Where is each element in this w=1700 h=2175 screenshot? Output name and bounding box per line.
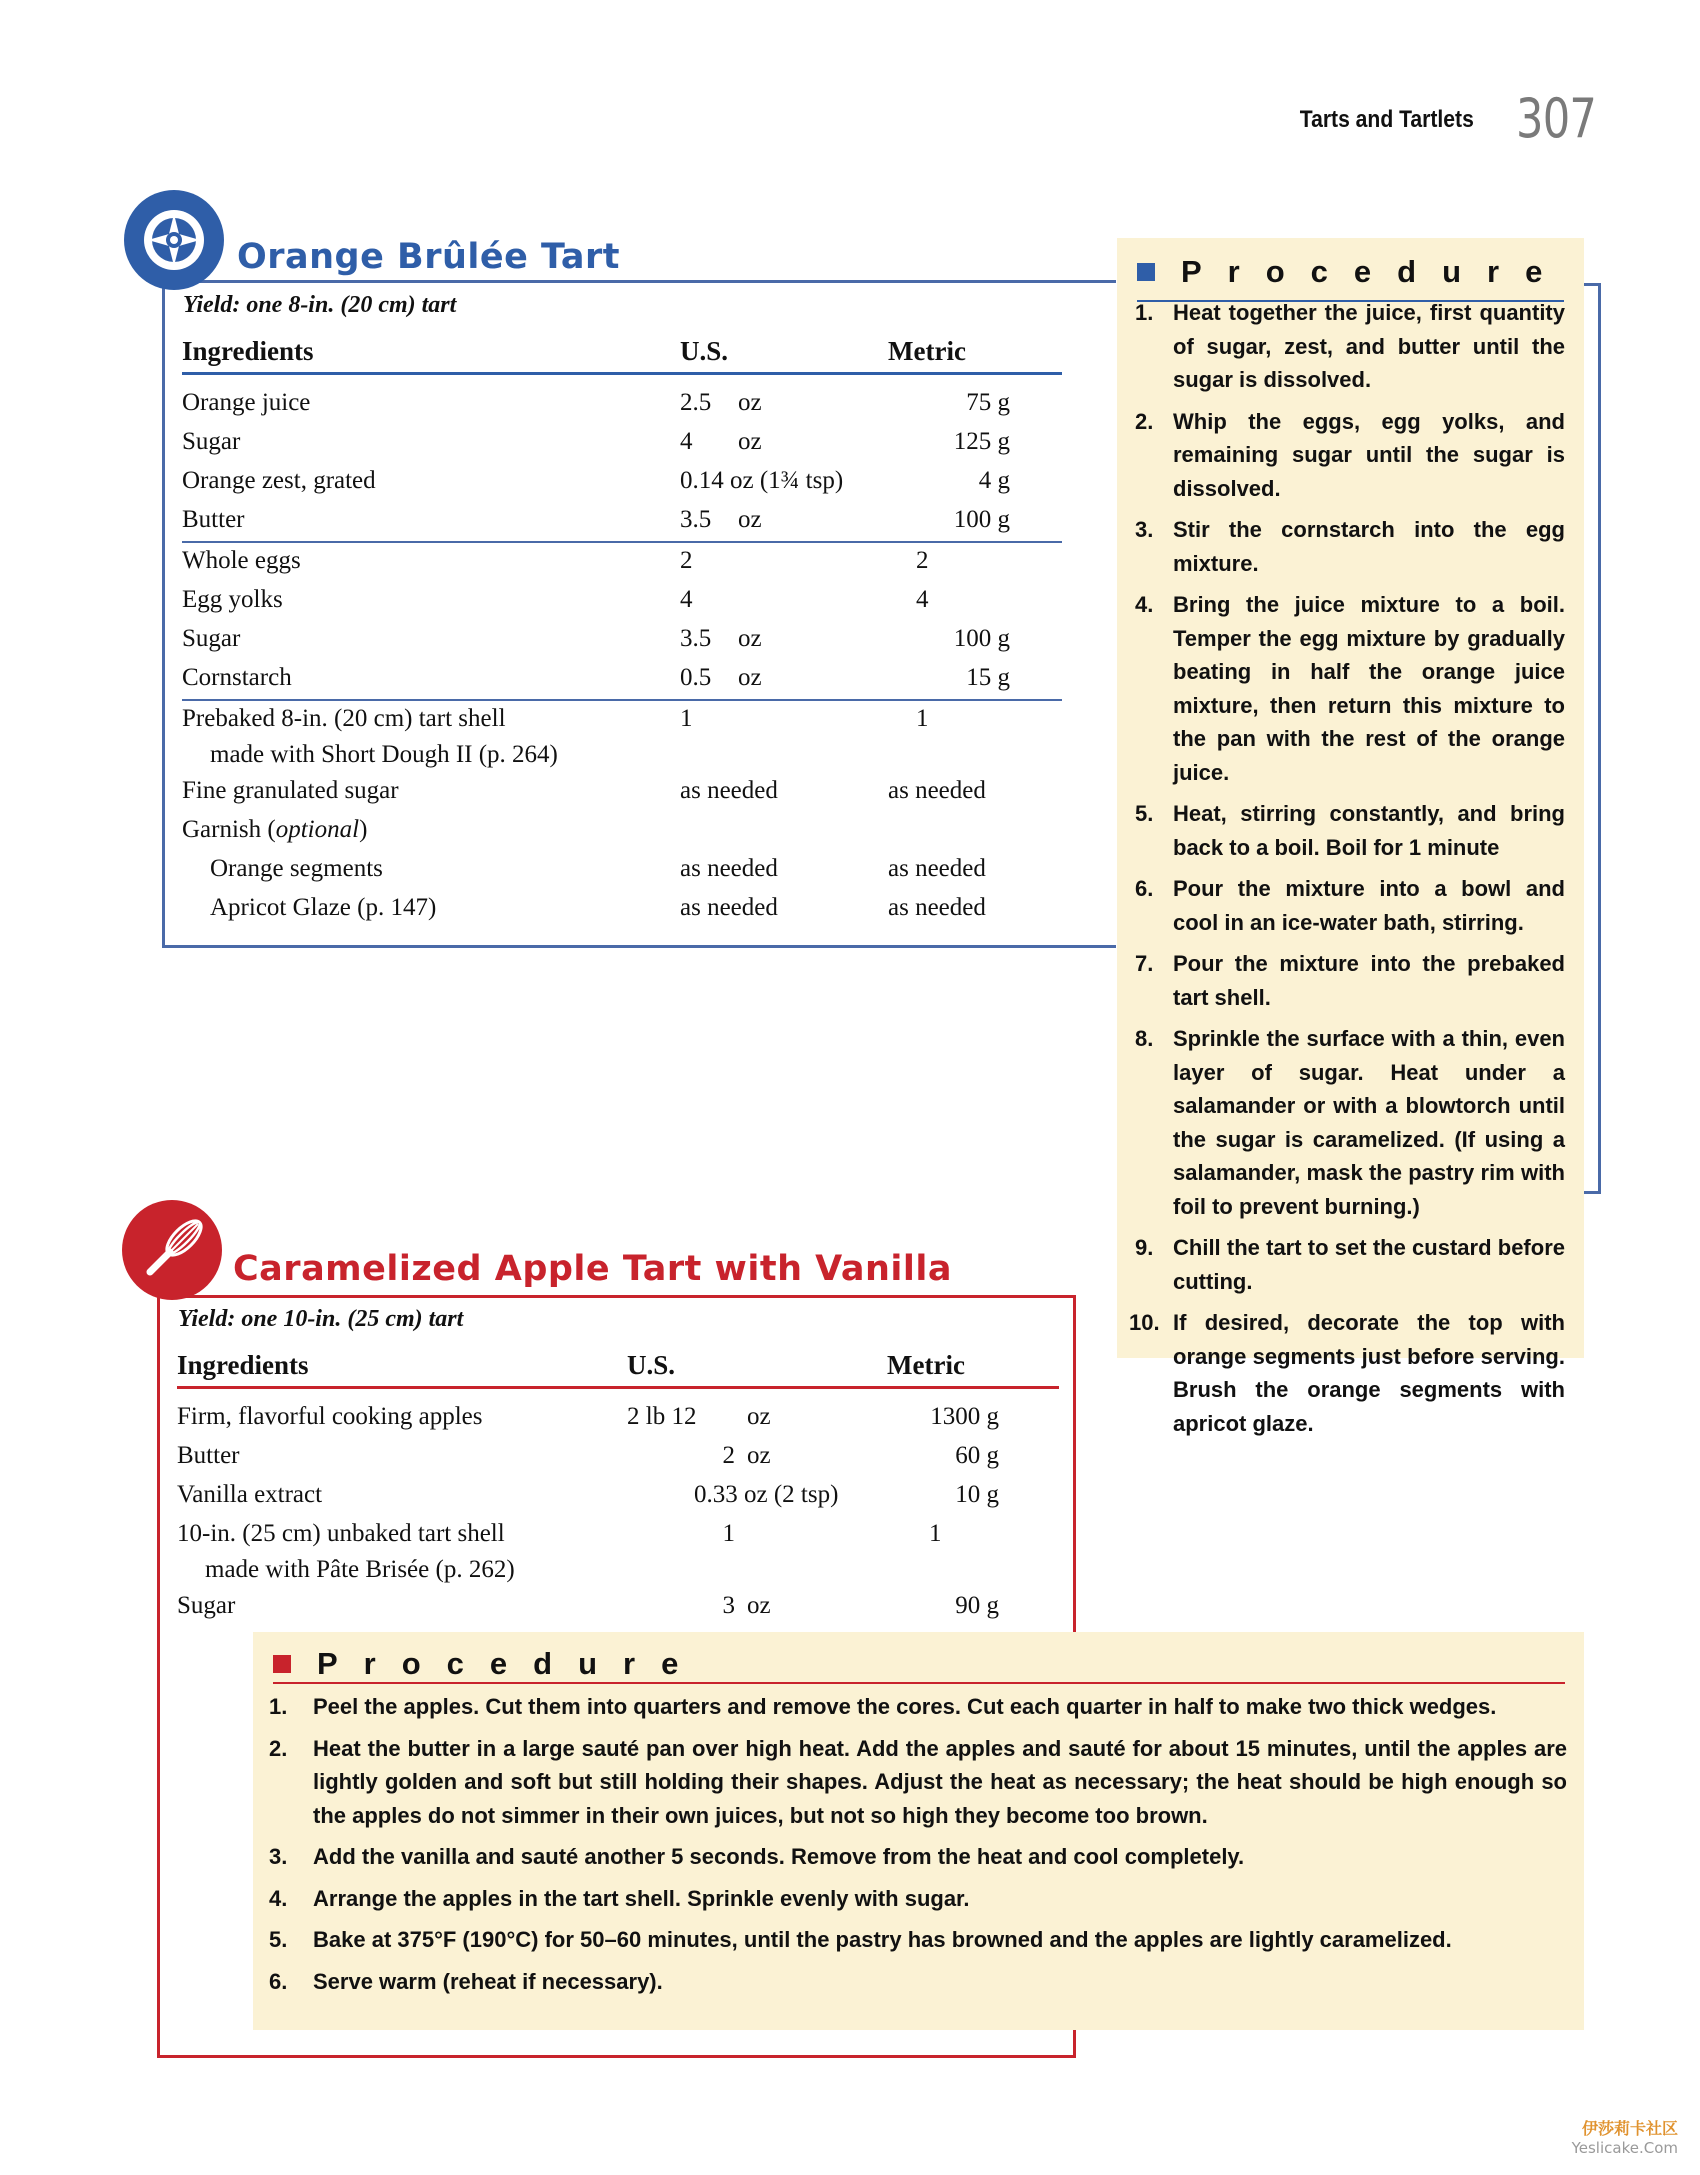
- recipe1-procedure-panel: [1117, 238, 1584, 1436]
- list-item: 7. Pour the mixture into the prebaked tart shell.: [1135, 951, 1565, 1010]
- table-row: Prebaked 8-in. (20 cm) tart shell made with Short Dough II (p. 264) 1 1: [182, 700, 1062, 773]
- col-metric: Metric: [888, 336, 966, 366]
- list-item: 1. Heat together the juice, first quantity of sugar, zest, and butter until the sugar is dissolved.: [1135, 300, 1565, 392]
- list-item: 9. Chill the tart to set the custard before cutting.: [1135, 1235, 1565, 1294]
- table-row: Cornstarch 0.5 oz 15 g: [182, 664, 1010, 691]
- table-row: Apricot Glaze (p. 147) as needed as needed: [210, 894, 986, 921]
- table-row: Garnish (optional): [182, 816, 368, 843]
- recipe1-yield: Yield: one 8-in. (20 cm) tart: [183, 292, 457, 318]
- recipe2-yield: Yield: one 10-in. (25 cm) tart: [178, 1306, 464, 1332]
- heading-square-icon: [1137, 263, 1155, 281]
- table-row: Egg yolks 4 4: [182, 586, 929, 613]
- cordon-bleu-emblem-icon: [124, 190, 224, 290]
- recipe1-procedure-list: [1129, 296, 1565, 1440]
- list-item: 10. If desired, decorate the top with orange segments just before serving. Brush the orange segments with apricot glaze.: [1129, 1310, 1565, 1436]
- col-ingredients: Ingredients: [182, 336, 314, 366]
- col-metric: Metric: [887, 1350, 965, 1380]
- recipe1-title: Orange Brûlée Tart: [237, 237, 621, 277]
- table-row: Orange zest, grated 0.14 oz (1¾ tsp) 4 g: [182, 467, 1010, 494]
- procedure-heading: Procedure: [317, 1646, 705, 1681]
- list-item: 5. Bake at 375°F (190°C) for 50–60 minutes, until the pastry has browned and the apples are lightly caramelized.: [269, 1927, 1452, 1952]
- list-item: 4. Bring the juice mixture to a boil. Temper the egg mixture by gradually beating in half the orange juice mixture, then return this mixture to the pan with the rest of the orange juice.: [1135, 592, 1565, 785]
- section-title: Tarts and Tartlets: [1299, 106, 1474, 133]
- table-row: Butter 2 oz 60 g: [177, 1442, 999, 1469]
- table-row: Vanilla extract 0.33 oz (2 tsp) 10 g: [177, 1481, 999, 1508]
- table-row: 10-in. (25 cm) unbaked tart shell made with Pâte Brisée (p. 262) 1 1: [177, 1520, 942, 1583]
- running-header: [1276, 87, 1596, 150]
- recipe2-procedure-panel: [253, 1632, 1584, 2030]
- table-row: Orange segments as needed as needed: [210, 855, 986, 882]
- list-item: 1. Peel the apples. Cut them into quarters and remove the cores. Cut each quarter in half to make two thick wedges.: [269, 1694, 1497, 1719]
- heading-square-icon: [273, 1655, 291, 1673]
- list-item: 5. Heat, stirring constantly, and bring back to a boil. Boil for 1 minute: [1135, 801, 1565, 860]
- page-number: 307: [1515, 87, 1596, 150]
- recipe2-title: Caramelized Apple Tart with Vanilla: [233, 1249, 952, 1289]
- recipe1-ingredient-table: [182, 336, 1062, 929]
- recipe2-ingredient-table: [177, 1350, 1059, 1627]
- procedure-rule: [273, 1682, 1565, 1684]
- list-item: 2. Heat the butter in a large sauté pan over high heat. Add the apples and sauté for about 15 minutes, until the apples are lightly golden and soft but still holding their shapes. Adjust the heat as necessary; the heat should be high enough so the apples do not simmer in their own juices, but not so high they become too brown.: [269, 1735, 1567, 1828]
- watermark-line1: 伊莎莉卡社区: [1581, 2119, 1678, 2138]
- table-row: Butter 3.5 oz 100 g: [182, 506, 1010, 533]
- list-item: 3. Stir the cornstarch into the egg mixture.: [1135, 517, 1565, 576]
- watermark-line2: Yeslicake.Com: [1571, 2139, 1678, 2157]
- table-row: Sugar 3 oz 90 g: [177, 1592, 999, 1619]
- list-item: 2. Whip the eggs, egg yolks, and remaining sugar until the sugar is dissolved.: [1135, 408, 1565, 501]
- watermark: [1572, 2116, 1678, 2157]
- col-ingredients: Ingredients: [177, 1350, 309, 1380]
- table-row: Orange juice 2.5 oz 75 g: [182, 389, 1010, 416]
- col-us: U.S.: [627, 1350, 676, 1380]
- recipe1-procedure-header: [1137, 254, 1568, 290]
- col-us: U.S.: [680, 336, 729, 366]
- procedure-heading: Procedure: [1181, 254, 1569, 289]
- recipe2-procedure-header: [273, 1646, 704, 1682]
- list-item: 6. Pour the mixture into a bowl and cool in an ice-water bath, stirring.: [1135, 876, 1565, 935]
- recipe1-frame-right-edge: [1584, 283, 1601, 1194]
- whisk-icon: [122, 1200, 222, 1300]
- list-item: 3. Add the vanilla and sauté another 5 seconds. Remove from the heat and cool completely.: [269, 1844, 1245, 1869]
- table-row: Fine granulated sugar as needed as needed: [182, 777, 986, 804]
- table-row: Sugar 4 oz 125 g: [182, 428, 1010, 455]
- list-item: 6. Serve warm (reheat if necessary).: [269, 1968, 663, 1994]
- table-row: Firm, flavorful cooking apples 2 lb 12 oz 1300 g: [177, 1403, 999, 1430]
- recipe2-procedure-list: [269, 1690, 1567, 1998]
- list-item: 8. Sprinkle the surface with a thin, even layer of sugar. Heat under a salamander or with a blowtorch until the sugar is caramelized. (If using a salamander, mask the pastry rim with foil to prevent burning.): [1135, 1026, 1565, 1219]
- table-row: Sugar 3.5 oz 100 g: [182, 625, 1010, 652]
- table-row: Whole eggs 2 2: [182, 542, 1062, 582]
- list-item: 4. Arrange the apples in the tart shell. Sprinkle evenly with sugar.: [269, 1885, 970, 1911]
